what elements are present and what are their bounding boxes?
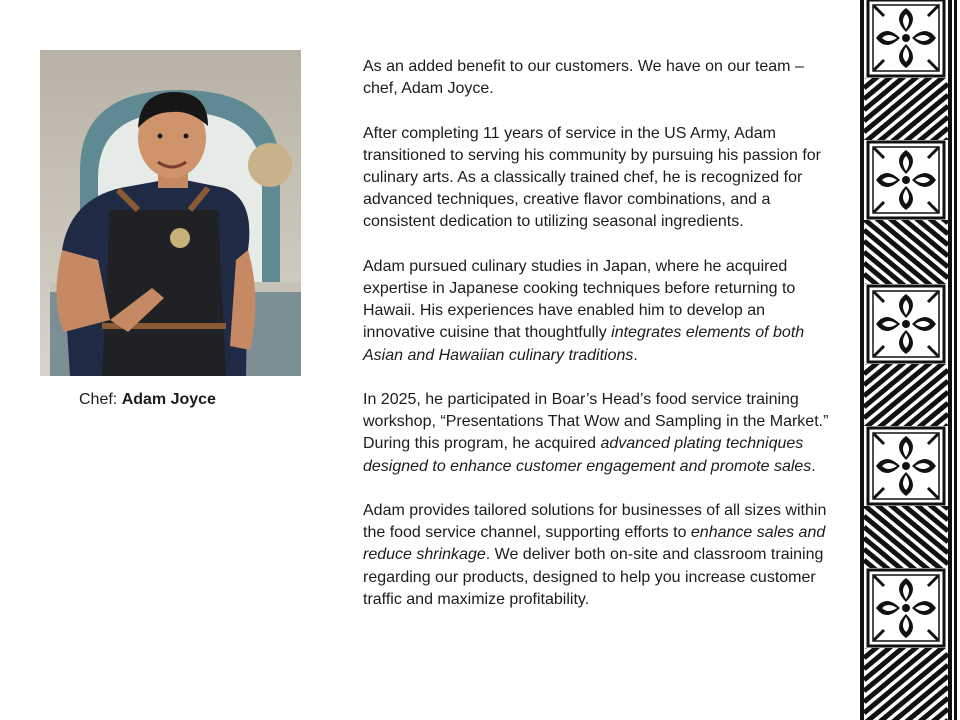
bio-paragraph-intro: As an added benefit to our customers. We have on our team – chef, Adam Joyce. — [363, 58, 804, 98]
bio-paragraph-training — [363, 389, 833, 478]
bio-emphasis: integrates elements of both Asian and Hawaiian culinary traditions — [363, 324, 805, 364]
chef-photo — [40, 50, 301, 376]
bio-paragraph-japan — [363, 256, 833, 367]
bio-text: . — [811, 457, 816, 475]
caption-prefix: Chef: — [79, 391, 122, 408]
chef-bio — [363, 56, 833, 611]
bio-text: In 2025, he participated in Boar’s Head’s food service training workshop, “Presentations That Wow and Sampling in the Market.” During this program, he acquired — [363, 391, 829, 453]
bio-emphasis: enhance sales and reduce shrinkage — [363, 524, 826, 564]
tapa-pattern-icon — [858, 0, 960, 720]
bio-text: Adam provides tailored solutions for businesses of all sizes within the food service channel, supporting efforts to — [363, 502, 827, 542]
photo-caption — [79, 390, 216, 410]
bio-text: . We deliver both on-site and classroom training regarding our products, designed to help you increase customer traffic and maximize profitability. — [363, 546, 824, 608]
bio-emphasis: advanced plating techniques designed to enhance customer engagement and promote sales — [363, 435, 812, 475]
bio-text: . — [633, 346, 638, 364]
bio-paragraph-army: After completing 11 years of service in the US Army, Adam transitioned to serving his community by pursuing his passion for culinary arts. As a classically trained chef, he is recognized for advanced techniques, creative flavor combinations, and a consistent dedication to utilizing seasonal ingredients. — [363, 124, 821, 231]
bio-paragraph-services — [363, 500, 833, 611]
chef-name: Adam Joyce — [121, 391, 216, 408]
bio-text: Adam pursued culinary studies in Japan, where he acquired expertise in Japanese cooking techniques before returning to Hawaii. His experiences have enabled him to develop an innovative cuisine that thoughtfully — [363, 257, 796, 342]
tapa-pattern-border — [858, 0, 960, 720]
